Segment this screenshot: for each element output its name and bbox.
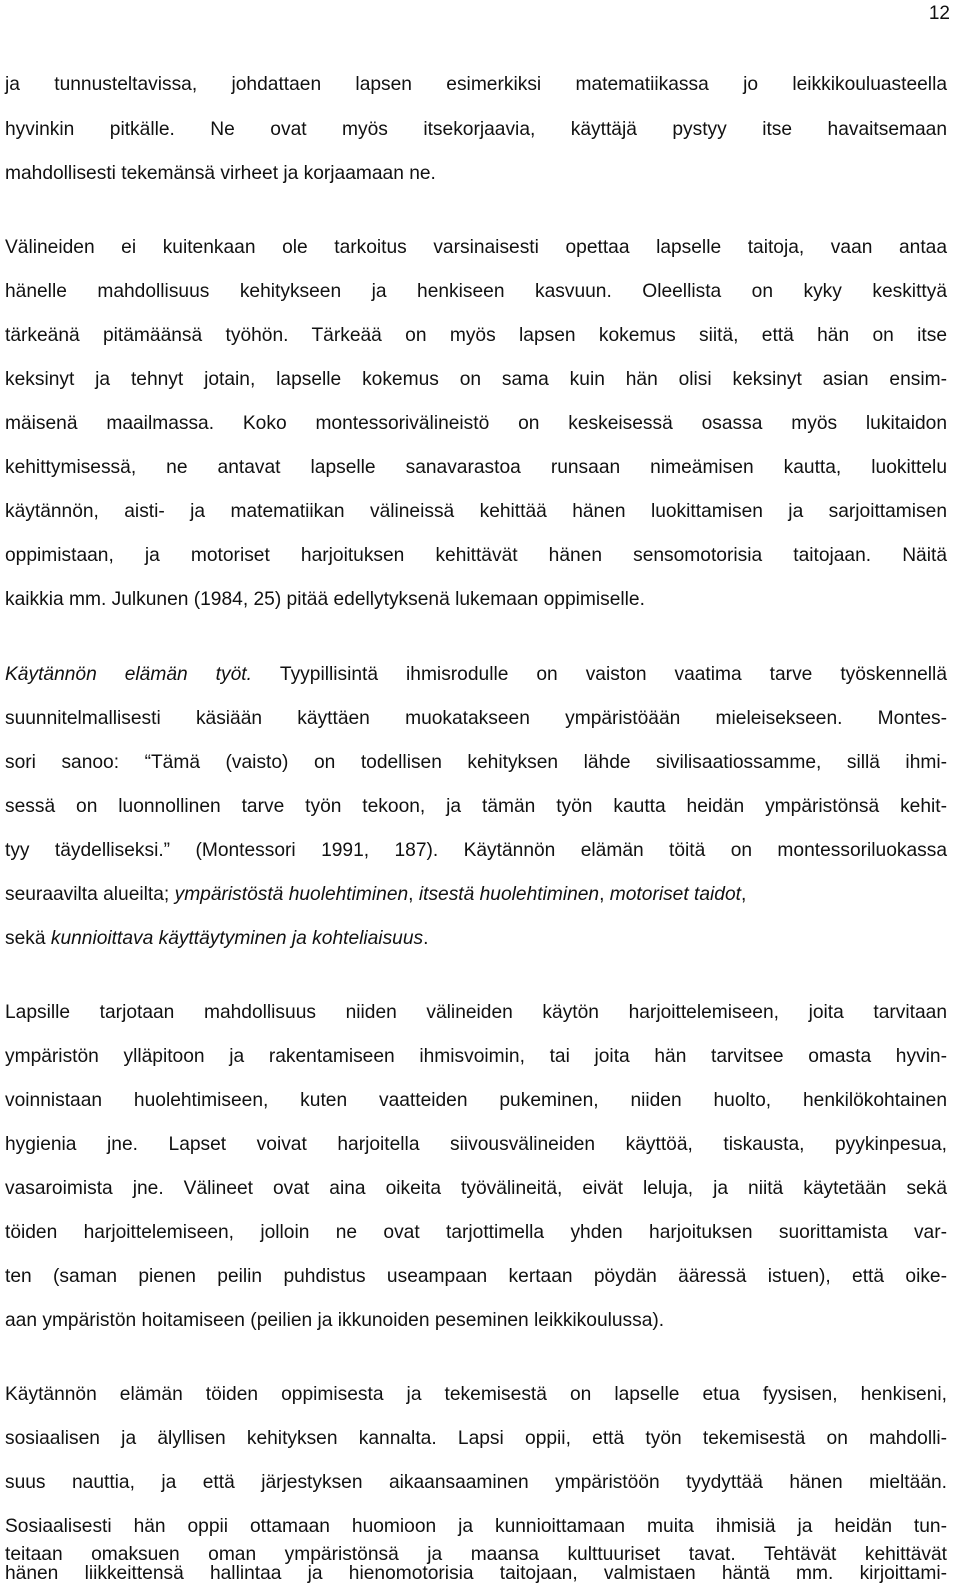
text-run: sekä xyxy=(5,928,51,949)
text-run: seuraavilta alueilta; xyxy=(5,884,175,905)
emphasis-area: kunnioittava käyttäytyminen ja kohteliaisuus xyxy=(50,928,424,949)
text-run: , xyxy=(408,884,419,905)
text-line xyxy=(5,661,947,689)
emphasis-area: ympäristöstä huolehtiminen xyxy=(174,884,409,905)
text-line: mäisenä maailmassa. Koko montessorivälineistö on keskeisessä osassa myös lukitaidon xyxy=(5,413,947,434)
text-line: suunnitelmallisesti käsiään käyttäen muokatakseen ympäristöään mieleisekseen. Montes- xyxy=(5,708,947,729)
text-line: suus nauttia, ja että järjestyksen aikaansaaminen ympäristöön tyydyttää hänen mieltään. xyxy=(5,1472,947,1493)
text-line: voinnistaan huolehtimiseen, kuten vaatteiden pukeminen, niiden huolto, henkilökohtainen xyxy=(5,1090,947,1111)
text-line: oppimistaan, ja motoriset harjoituksen kehittävät hänen sensomotorisia taitojaan. Näitä xyxy=(5,545,947,566)
text-line: kaikkia mm. Julkunen (1984, 25) pitää edellytyksenä lukemaan oppimiselle. xyxy=(5,589,645,610)
text-line: sori sanoo: “Tämä (vaisto) on todellisen kehityksen lähde sivilisaatiossamme, sillä ihmi- xyxy=(5,752,947,773)
text-line: vasaroimista jne. Välineet ovat aina oikeita työvälineitä, eivät leluja, ja niitä käytetään sekä xyxy=(5,1178,947,1199)
section-heading: Käytännön elämän työt. xyxy=(5,664,252,685)
text-line: hyvinkin pitkälle. Ne ovat myös itsekorjaavia, käyttäjä pystyy itse havaitsemaan xyxy=(5,119,947,140)
text-line: Lapsille tarjotaan mahdollisuus niiden välineiden käytön harjoittelemiseen, joita tarvitaan xyxy=(5,1002,947,1023)
text-line: keksinyt ja tehnyt jotain, lapselle kokemus on sama kuin hän olisi keksinyt asian ensim- xyxy=(5,369,947,390)
text-line: tyy täydelliseksi.” (Montessori 1991, 187). Käytännön elämän töitä on montessoriluokassa xyxy=(5,840,947,861)
text-line: tärkeänä pitämäänsä työhön. Tärkeää on myös lapsen kokemus siitä, että hän on itse xyxy=(5,325,947,346)
text-line: käytännön, aisti- ja matematiikan välineissä kehittää hänen luokittamisen ja sarjoittamisen xyxy=(5,501,947,522)
text-line: hygienia jne. Lapset voivat harjoitella siivousvälineiden käyttöä, tiskausta, pyykinpesua, xyxy=(5,1134,947,1155)
text-line: ja tunnusteltavissa, johdattaen lapsen esimerkiksi matematiikassa jo leikkikouluasteella xyxy=(5,74,947,95)
text-line: teitaan omaksuen oman ympäristönsä ja maansa kulttuuriset tavat. Tehtävät kehittävät xyxy=(5,1544,947,1565)
text-line: ten (saman pienen peilin puhdistus useampaan kertaan pöydän ääressä istuen), että oike- xyxy=(5,1266,947,1287)
text-line: Käytännön elämän töiden oppimisesta ja tekemisestä on lapselle etua fyysisen, henkiseni, xyxy=(5,1384,947,1405)
text-line: kehittymisessä, ne antavat lapselle sanavarastoa runsaan nimeämisen kautta, luokittelu xyxy=(5,457,947,478)
text-run: , xyxy=(740,884,747,905)
text-line: sosiaalisen ja älyllisen kehityksen kannalta. Lapsi oppii, että työn tekemisestä on mahdolli- xyxy=(5,1428,947,1449)
text-line xyxy=(5,925,947,953)
text-line: Sosiaalisesti hän oppii ottamaan huomioon ja kunnioittamaan muita ihmisiä ja heidän tun- xyxy=(5,1516,947,1537)
text-run: . xyxy=(423,928,429,949)
text-run: Tyypillisintä ihmisrodulle on vaiston vaatima tarve työskennellä xyxy=(279,664,947,685)
page-number: 12 xyxy=(928,3,950,24)
text-line: sessä on luonnollinen tarve työn tekoon, ja tämän työn kautta heidän ympäristönsä kehit- xyxy=(5,796,947,817)
emphasis-area: motoriset taidot xyxy=(609,884,741,905)
text-line: hänelle mahdollisuus kehitykseen ja henkiseen kasvuun. Oleellista on kyky keskittyä xyxy=(5,281,947,302)
text-run: , xyxy=(599,884,610,905)
text-line: töiden harjoittelemiseen, jolloin ne ovat tarjottimella yhden harjoituksen suorittamista var- xyxy=(5,1222,947,1243)
text-line: Välineiden ei kuitenkaan ole tarkoitus varsinaisesti opettaa lapselle taitoja, vaan antaa xyxy=(5,237,947,258)
text-line: mahdollisesti tekemänsä virheet ja korjaamaan ne. xyxy=(5,163,436,184)
text-line: ympäristön ylläpitoon ja rakentamiseen ihmisvoimin, tai joita hän tarvitsee omasta hyvin- xyxy=(5,1046,947,1067)
text-line xyxy=(5,881,947,909)
text-line: aan ympäristön hoitamiseen (peilien ja ikkunoiden peseminen leikkikoulussa). xyxy=(5,1310,665,1331)
text-line: hänen liikkeittensä hallintaa ja hienomotorisia taitojaan, valmistaen häntä mm. kirjoittami- xyxy=(5,1565,947,1583)
emphasis-area: itsestä huolehtiminen xyxy=(418,884,600,905)
